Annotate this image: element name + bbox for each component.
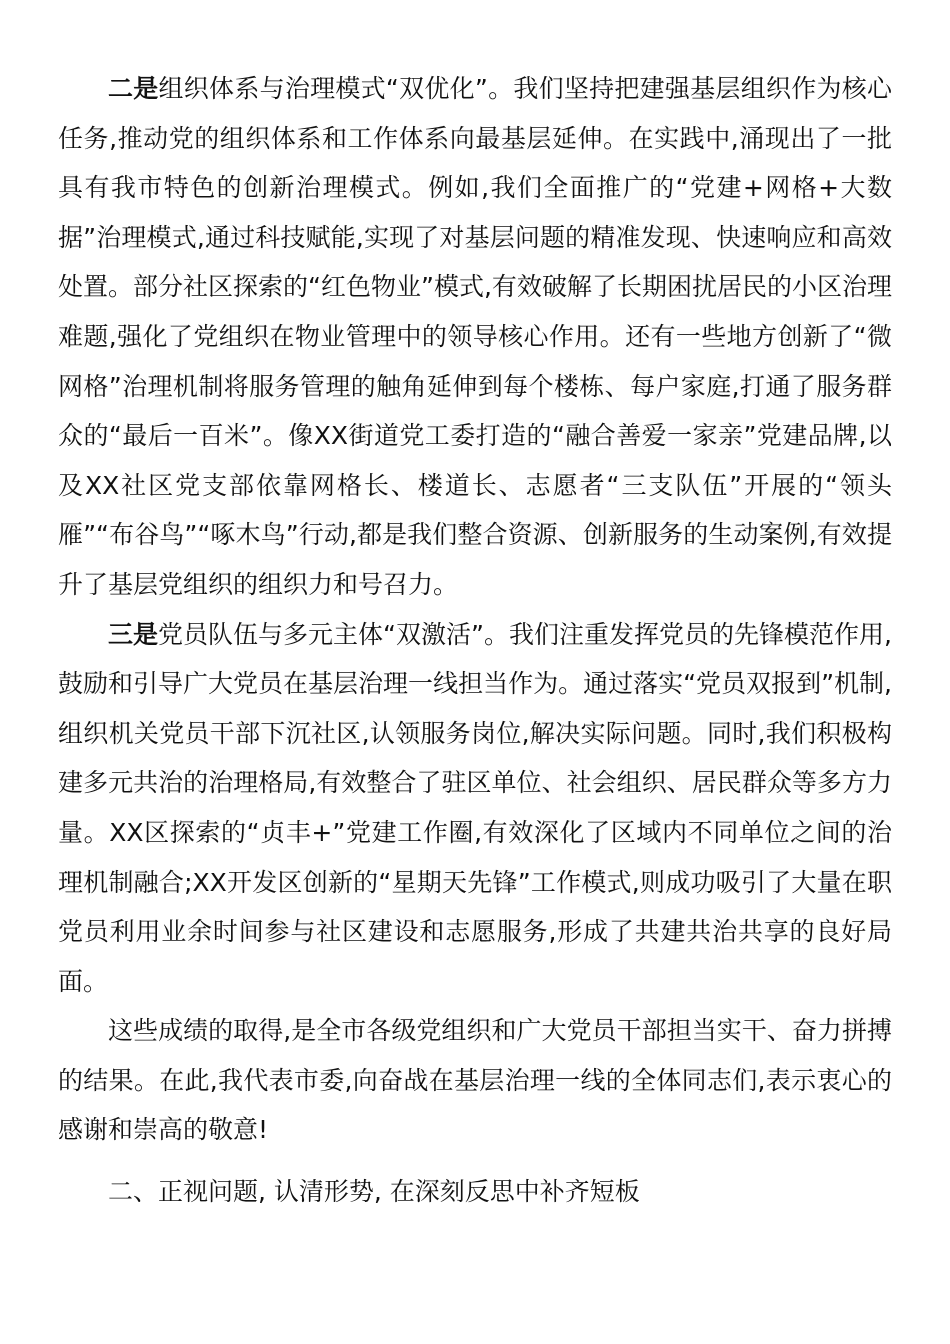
paragraph-text: 组织体系与治理模式“双优化”。我们坚持把建强基层组织作为核心任务,推动党的组织体系和工作体系向最基层延伸。在实践中,涌现出了一批具有我市特色的创新治理模式。例如,我们全面推广的“党建+网格+大数据”治理模式,通过科技赋能,实现了对基层问题的精准发现、快速响应和高效处置。部分社区探索的“红色物业”模式,有效破解了长期困扰居民的小区治理难题,强化了党组织在物业管理中的领导核心作用。还有一些地方创新了“微网格”治理机制将服务管理的触角延伸到每个楼栋、每户家庭,打通了服务群众的“最后一百米”。像XX街道党工委打造的“融合善爱一家亲”党建品牌,以及XX社区党支部依靠网格长、楼道长、志愿者“三支队伍”开展的“领头雁”“布谷鸟”“啄木鸟”行动,都是我们整合资源、创新服务的生动案例,有效提升了基层党组织的组织力和号召力。 (58, 74, 892, 599)
paragraph-text: 这些成绩的取得,是全市各级党组织和广大党员干部担当实干、奋力拼搏的结果。在此,我代表市委,向奋战在基层治理一线的全体同志们,表示衷心的感谢和崇高的敬意! (58, 1016, 892, 1145)
paragraph-achievements (58, 1006, 892, 1155)
paragraph-lead: 二是 (108, 74, 159, 103)
paragraph-text: 党员队伍与多元主体“双激活”。我们注重发挥党员的先锋模范作用,鼓励和引导广大党员在基层治理一线担当作为。通过落实“党员双报到”机制,组织机关党员干部下沉社区,认领服务岗位,解决实际问题。同时,我们积极构建多元共治的治理格局,有效整合了驻区单位、社会组织、居民群众等多方力量。XX区探索的“贞丰+”党建工作圈,有效深化了区域内不同单位之间的治理机制融合;XX开发区创新的“星期天先锋”工作模式,则成功吸引了大量在职党员利用业余时间参与社区建设和志愿服务,形成了共建共治共享的良好局面。 (58, 619, 892, 996)
document-page (58, 64, 892, 1217)
paragraph-organization-system (58, 64, 892, 610)
section-heading: 二、正视问题, 认清形势, 在深刻反思中补齐短板 (108, 1177, 640, 1207)
paragraph-party-members (58, 610, 892, 1007)
paragraph-lead: 三是 (108, 619, 159, 649)
